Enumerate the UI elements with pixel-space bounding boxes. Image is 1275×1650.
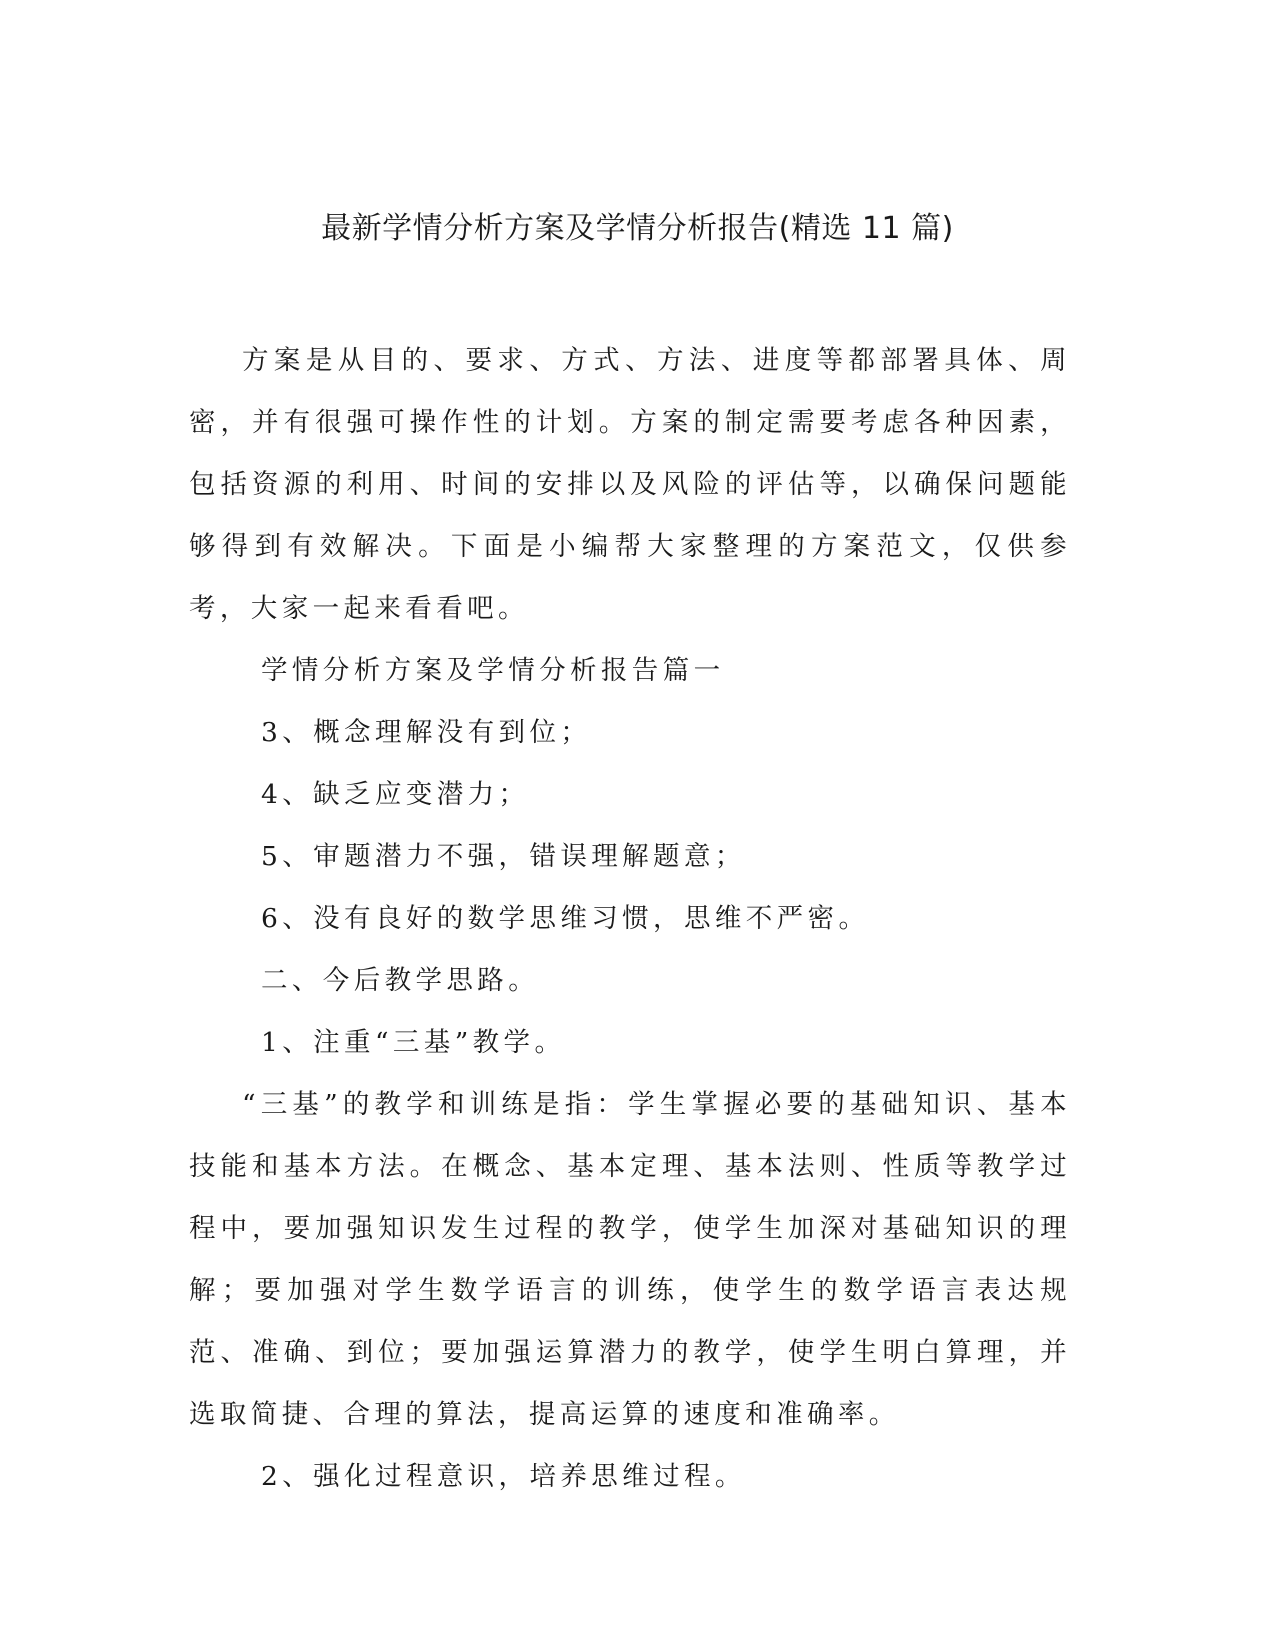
subheading-2: 2、强化过程意识，培养思维过程。 <box>261 1461 746 1492</box>
list-item-6: 6、没有良好的数学思维习惯，思维不严密。 <box>261 903 870 934</box>
section-heading-teaching-ideas: 二、今后教学思路。 <box>261 965 540 996</box>
intro-paragraph: 方案是从目的、要求、方式、方法、进度等都部署具体、周密，并有很强可操作性的计划。方案的制定需要考虑各种因素，包括资源的利用、时间的安排以及风险的评估等，以确保问题能够得到有效解决。下面是小编帮大家整理的方案范文，仅供参考，大家一起来看看吧。 <box>189 345 1071 624</box>
list-item-5: 5、审题潜力不强，错误理解题意； <box>261 841 746 872</box>
document-title: 最新学情分析方案及学情分析报告(精选 11 篇) <box>321 211 954 246</box>
three-basics-paragraph: “三基”的教学和训练是指：学生掌握必要的基础知识、基本技能和基本方法。在概念、基本定理、基本法则、性质等教学过程中，要加强知识发生过程的教学，使学生加深对基础知识的理解；要加强对学生数学语言的训练，使学生的数学语言表达规范、准确、到位；要加强运算潜力的教学，使学生明白算理，并选取简捷、合理的算法，提高运算的速度和准确率。 <box>189 1089 1071 1430</box>
section-heading-part-one: 学情分析方案及学情分析报告篇一 <box>261 655 725 686</box>
list-item-3: 3、概念理解没有到位； <box>261 717 592 748</box>
document-body <box>189 330 1071 1508</box>
subheading-1: 1、注重“三基”教学。 <box>261 1027 566 1058</box>
list-item-4: 4、缺乏应变潜力； <box>261 779 530 810</box>
